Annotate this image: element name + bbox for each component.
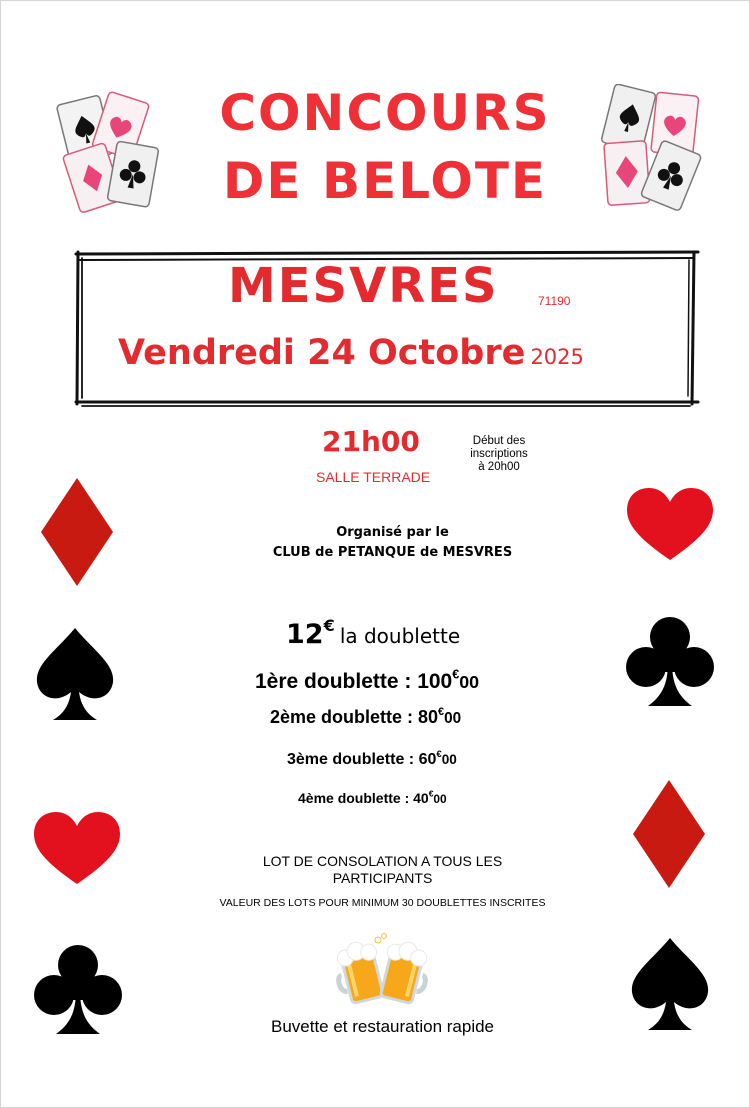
venue: SALLE TERRADE <box>316 469 431 485</box>
refreshments-note: Buvette et restauration rapide <box>270 1017 495 1036</box>
diamond-icon <box>40 478 114 586</box>
prize-3 <box>287 748 457 769</box>
fee-amount: 12 <box>286 619 324 650</box>
spade-icon <box>35 628 115 722</box>
euro-sign: € <box>436 748 442 760</box>
date-year: 2025 <box>530 345 584 369</box>
entry-fee <box>286 618 460 648</box>
club-icon <box>32 944 124 1036</box>
heart-icon <box>34 812 120 886</box>
start-time: 21h00 <box>322 425 420 458</box>
euro-sign: € <box>452 667 460 682</box>
prize-cents: 00 <box>459 672 480 692</box>
beer-mugs-icon <box>336 930 428 1008</box>
prize-4 <box>298 790 447 806</box>
registration-line: Début des <box>472 435 526 447</box>
consolation-line: LOT DE CONSOLATION A TOUS LES <box>262 853 503 869</box>
prize-cents: 00 <box>433 792 447 806</box>
consolation-line: PARTICIPANTS <box>332 870 433 886</box>
heart-icon <box>627 488 713 562</box>
fee-currency: € <box>323 616 335 635</box>
date-text: Vendredi 24 Octobre <box>118 333 526 373</box>
organizer-line-2: CLUB de PETANQUE de MESVRES <box>272 545 513 560</box>
prize-cents: 00 <box>444 710 462 727</box>
prize-1 <box>255 667 480 694</box>
club-icon <box>624 616 716 708</box>
consolation-prize <box>200 853 565 887</box>
fee-unit: la doublette <box>339 624 461 648</box>
lots-value-note: VALEUR DES LOTS POUR MINIMUM 30 DOUBLETTES INSCRITES <box>219 897 546 909</box>
prize-label: 4ème doublette : 40 <box>298 790 429 806</box>
diamond-icon <box>632 780 706 888</box>
registration-line: à 20h00 <box>478 461 520 473</box>
euro-sign: € <box>428 788 434 799</box>
postcode: 71190 <box>538 294 571 308</box>
registration-line: inscriptions <box>470 448 528 460</box>
organizer-line-1: Organisé par le <box>336 525 449 540</box>
prize-cents: 00 <box>441 752 457 767</box>
prize-label: 3ème doublette : 60 <box>287 751 437 768</box>
title-line-2: DE BELOTE <box>222 152 548 210</box>
spade-icon <box>630 938 710 1032</box>
town-name: MESVRES <box>228 258 499 314</box>
title-line-1: CONCOURS <box>219 84 551 142</box>
prize-2 <box>270 707 461 728</box>
euro-sign: € <box>438 705 445 718</box>
prize-label: 1ère doublette : 100 <box>255 670 453 693</box>
registration-note <box>454 435 544 474</box>
prize-label: 2ème doublette : 80 <box>270 707 439 727</box>
event-date <box>118 333 584 373</box>
